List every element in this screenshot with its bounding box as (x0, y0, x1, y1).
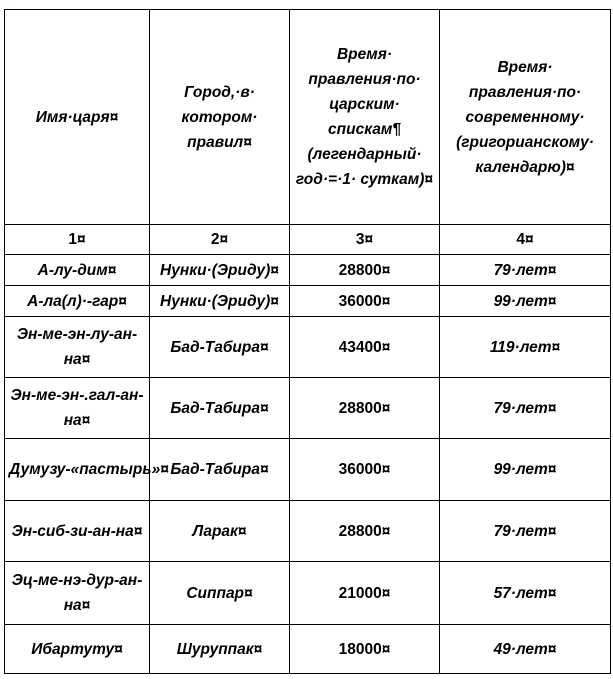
reign-modern: 57·лет¤ (440, 562, 611, 625)
reign-modern: 49·лет¤ (440, 625, 611, 674)
header-reign-modern: Время· правления·по· современному· (григорианскому· календарю)¤ (440, 10, 611, 225)
king-name: Думузу-«пастырь»¤ (5, 439, 150, 501)
reign-legendary: 28800¤ (290, 501, 440, 562)
column-number: 2¤ (150, 225, 290, 255)
king-name: Эц-ме-нэ-дур-ан-на¤ (5, 562, 150, 625)
table-row (5, 562, 611, 625)
reign-legendary: 18000¤ (290, 625, 440, 674)
reign-modern: 119·лет¤ (440, 317, 611, 378)
column-number: 4¤ (440, 225, 611, 255)
reign-legendary: 36000¤ (290, 286, 440, 317)
kings-table (4, 9, 611, 674)
city-name: Бад-Табира¤ (150, 378, 290, 439)
column-number: 1¤ (5, 225, 150, 255)
table-row (5, 317, 611, 378)
ruler-mark: · · (4, 1, 15, 7)
table-row (5, 286, 611, 317)
city-name: Шуруппак¤ (150, 625, 290, 674)
table-row (5, 378, 611, 439)
header-king-name: Имя·царя¤ (5, 10, 150, 225)
header-row (5, 10, 611, 225)
reign-modern: 99·лет¤ (440, 286, 611, 317)
reign-legendary: 28800¤ (290, 255, 440, 286)
column-number-row (5, 225, 611, 255)
reign-legendary: 21000¤ (290, 562, 440, 625)
table-row (5, 625, 611, 674)
reign-modern: 79·лет¤ (440, 255, 611, 286)
table-row (5, 255, 611, 286)
reign-legendary: 43400¤ (290, 317, 440, 378)
reign-legendary: 36000¤ (290, 439, 440, 501)
header-city: Город,·в· котором· правил¤ (150, 10, 290, 225)
king-name: А-ла(л)·-гар¤ (5, 286, 150, 317)
king-name: Эн-ме-эн-.гал-ан-на¤ (5, 378, 150, 439)
city-name: Нунки·(Эриду)¤ (150, 255, 290, 286)
reign-modern: 79·лет¤ (440, 378, 611, 439)
city-name: Сиппар¤ (150, 562, 290, 625)
city-name: Нунки·(Эриду)¤ (150, 286, 290, 317)
reign-modern: 79·лет¤ (440, 501, 611, 562)
city-name: Бад-Табира¤ (150, 317, 290, 378)
king-name: Ибартуту¤ (5, 625, 150, 674)
king-name: Эн-ме-эн-лу-ан-на¤ (5, 317, 150, 378)
city-name: Бад-Табира¤ (150, 439, 290, 501)
table-row (5, 439, 611, 501)
city-name: Ларак¤ (150, 501, 290, 562)
king-name: А-лу-дим¤ (5, 255, 150, 286)
reign-modern: 99·лет¤ (440, 439, 611, 501)
header-reign-legendary: Время· правления·по· царским· спискам¶ (легендарный· год·=·1· суткам)¤ (290, 10, 440, 225)
column-number: 3¤ (290, 225, 440, 255)
table-row (5, 501, 611, 562)
king-name: Эн-сиб-зи-ан-на¤ (5, 501, 150, 562)
reign-legendary: 28800¤ (290, 378, 440, 439)
